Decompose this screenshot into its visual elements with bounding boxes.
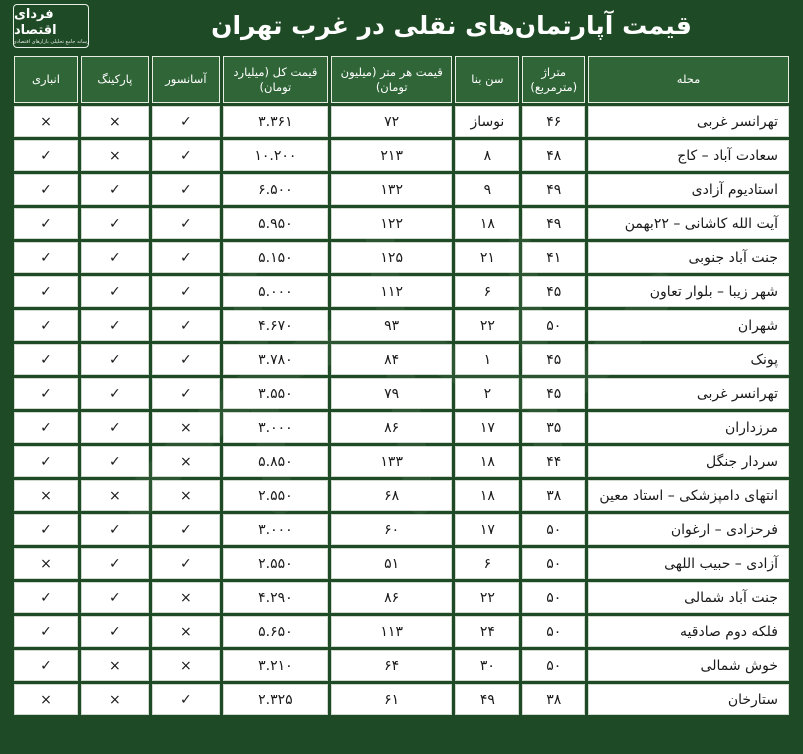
- cell-neighborhood: انتهای دامپزشکی – استاد معین: [588, 480, 789, 511]
- cell-building-age: ۱۸: [455, 446, 519, 477]
- cell-storage: ×: [14, 106, 78, 137]
- cell-price-per-meter: ۵۱: [331, 548, 453, 579]
- apartment-price-table: [11, 53, 792, 718]
- cell-area: ۵۰: [522, 310, 585, 341]
- cell-parking: ✓: [81, 548, 149, 579]
- cell-storage: ✓: [14, 208, 78, 239]
- header-col-parking: پارکینگ: [81, 56, 149, 103]
- cell-total-price: ۳.۰۰۰: [223, 514, 328, 545]
- cell-total-price: ۴.۲۹۰: [223, 582, 328, 613]
- cell-total-price: ۴.۶۷۰: [223, 310, 328, 341]
- cell-parking: ×: [81, 106, 149, 137]
- cell-total-price: ۱۰.۲۰۰: [223, 140, 328, 171]
- cell-price-per-meter: ۷۹: [331, 378, 453, 409]
- table-row: [14, 242, 789, 273]
- cell-area: ۵۰: [522, 548, 585, 579]
- table-row: [14, 582, 789, 613]
- table-row: [14, 616, 789, 647]
- cell-storage: ×: [14, 480, 78, 511]
- cell-total-price: ۲.۳۲۵: [223, 684, 328, 715]
- cell-price-per-meter: ۱۲۵: [331, 242, 453, 273]
- cell-storage: ✓: [14, 616, 78, 647]
- table-row: [14, 174, 789, 205]
- cell-total-price: ۲.۵۵۰: [223, 480, 328, 511]
- cell-parking: ×: [81, 480, 149, 511]
- cell-parking: ✓: [81, 514, 149, 545]
- cell-parking: ✓: [81, 344, 149, 375]
- cell-elevator: ✓: [152, 514, 220, 545]
- table-row: [14, 684, 789, 715]
- cell-total-price: ۳.۲۱۰: [223, 650, 328, 681]
- cell-parking: ✓: [81, 174, 149, 205]
- cell-total-price: ۳.۰۰۰: [223, 412, 328, 443]
- cell-price-per-meter: ۱۱۲: [331, 276, 453, 307]
- header-col-building-age: سن بنا: [455, 56, 519, 103]
- cell-price-per-meter: ۸۶: [331, 412, 453, 443]
- cell-neighborhood: شهر زیبا – بلوار تعاون: [588, 276, 789, 307]
- cell-storage: ✓: [14, 582, 78, 613]
- cell-storage: ✓: [14, 140, 78, 171]
- cell-building-age: ۱: [455, 344, 519, 375]
- cell-elevator: ×: [152, 616, 220, 647]
- cell-elevator: ×: [152, 446, 220, 477]
- cell-storage: ✓: [14, 344, 78, 375]
- table-row: [14, 650, 789, 681]
- cell-neighborhood: سردار جنگل: [588, 446, 789, 477]
- cell-building-age: ۲۱: [455, 242, 519, 273]
- page-title: قیمت آپارتمان‌های نقلی در غرب تهران: [211, 11, 692, 40]
- cell-storage: ✓: [14, 650, 78, 681]
- cell-neighborhood: مرزداران: [588, 412, 789, 443]
- brand-logo: [13, 4, 89, 48]
- cell-parking: ✓: [81, 242, 149, 273]
- cell-storage: ✓: [14, 174, 78, 205]
- cell-neighborhood: آیت الله کاشانی – ۲۲بهمن: [588, 208, 789, 239]
- cell-neighborhood: فرحزادی – ارغوان: [588, 514, 789, 545]
- cell-area: ۵۰: [522, 514, 585, 545]
- cell-neighborhood: خوش شمالی: [588, 650, 789, 681]
- cell-area: ۵۰: [522, 616, 585, 647]
- cell-building-age: ۴۹: [455, 684, 519, 715]
- cell-elevator: ✓: [152, 548, 220, 579]
- cell-price-per-meter: ۸۴: [331, 344, 453, 375]
- cell-total-price: ۵.۱۵۰: [223, 242, 328, 273]
- table-row: [14, 276, 789, 307]
- cell-neighborhood: جنت آباد شمالی: [588, 582, 789, 613]
- cell-total-price: ۳.۳۶۱: [223, 106, 328, 137]
- cell-total-price: ۶.۵۰۰: [223, 174, 328, 205]
- cell-neighborhood: جنت آباد جنوبی: [588, 242, 789, 273]
- cell-area: ۵۰: [522, 582, 585, 613]
- cell-price-per-meter: ۶۰: [331, 514, 453, 545]
- cell-elevator: ×: [152, 480, 220, 511]
- table-row: [14, 412, 789, 443]
- cell-elevator: ✓: [152, 684, 220, 715]
- cell-building-age: ۲: [455, 378, 519, 409]
- cell-neighborhood: استادیوم آزادی: [588, 174, 789, 205]
- cell-storage: ✓: [14, 242, 78, 273]
- cell-neighborhood: شهران: [588, 310, 789, 341]
- cell-neighborhood: سعادت آباد – کاج: [588, 140, 789, 171]
- cell-area: ۴۶: [522, 106, 585, 137]
- table-row: [14, 344, 789, 375]
- cell-parking: ×: [81, 684, 149, 715]
- cell-price-per-meter: ۱۲۲: [331, 208, 453, 239]
- cell-price-per-meter: ۱۳۲: [331, 174, 453, 205]
- table-row: [14, 514, 789, 545]
- cell-parking: ✓: [81, 378, 149, 409]
- cell-building-age: ۳۰: [455, 650, 519, 681]
- cell-parking: ✓: [81, 412, 149, 443]
- cell-price-per-meter: ۶۱: [331, 684, 453, 715]
- cell-building-age: ۱۸: [455, 208, 519, 239]
- cell-total-price: ۳.۵۵۰: [223, 378, 328, 409]
- cell-neighborhood: فلکه دوم صادقیه: [588, 616, 789, 647]
- table-row: [14, 106, 789, 137]
- cell-storage: ✓: [14, 378, 78, 409]
- cell-total-price: ۵.۸۵۰: [223, 446, 328, 477]
- cell-building-age: ۶: [455, 548, 519, 579]
- cell-building-age: ۸: [455, 140, 519, 171]
- cell-price-per-meter: ۱۳۳: [331, 446, 453, 477]
- table-row: [14, 208, 789, 239]
- cell-area: ۴۴: [522, 446, 585, 477]
- header-col-elevator: آسانسور: [152, 56, 220, 103]
- cell-area: ۳۵: [522, 412, 585, 443]
- cell-neighborhood: پونک: [588, 344, 789, 375]
- cell-parking: ✓: [81, 446, 149, 477]
- cell-building-age: ۹: [455, 174, 519, 205]
- cell-elevator: ✓: [152, 378, 220, 409]
- cell-building-age: نوساز: [455, 106, 519, 137]
- header-col-area: متراژ (مترمربع): [522, 56, 585, 103]
- cell-elevator: ✓: [152, 344, 220, 375]
- cell-area: ۵۰: [522, 650, 585, 681]
- table-row: [14, 310, 789, 341]
- cell-price-per-meter: ۱۱۳: [331, 616, 453, 647]
- logo-sub-text: رسانه جامع تحلیلی بازارهای اقتصادی: [12, 38, 90, 45]
- cell-storage: ✓: [14, 446, 78, 477]
- cell-building-age: ۱۷: [455, 514, 519, 545]
- cell-area: ۳۸: [522, 480, 585, 511]
- cell-elevator: ✓: [152, 174, 220, 205]
- cell-storage: ✓: [14, 310, 78, 341]
- cell-price-per-meter: ۲۱۳: [331, 140, 453, 171]
- cell-elevator: ×: [152, 412, 220, 443]
- table-body: [14, 106, 789, 715]
- cell-elevator: ✓: [152, 242, 220, 273]
- cell-parking: ✓: [81, 276, 149, 307]
- cell-elevator: ✓: [152, 310, 220, 341]
- cell-total-price: ۵.۶۵۰: [223, 616, 328, 647]
- cell-elevator: ✓: [152, 208, 220, 239]
- cell-building-age: ۶: [455, 276, 519, 307]
- cell-area: ۴۵: [522, 344, 585, 375]
- cell-price-per-meter: ۹۳: [331, 310, 453, 341]
- cell-area: ۴۵: [522, 276, 585, 307]
- table-row: [14, 480, 789, 511]
- table-header-row: [14, 56, 789, 103]
- header-col-total-price: قیمت کل (میلیارد تومان): [223, 56, 328, 103]
- cell-elevator: ✓: [152, 106, 220, 137]
- cell-price-per-meter: ۸۶: [331, 582, 453, 613]
- cell-price-per-meter: ۶۴: [331, 650, 453, 681]
- header-col-storage: انباری: [14, 56, 78, 103]
- cell-parking: ✓: [81, 208, 149, 239]
- cell-building-age: ۱۷: [455, 412, 519, 443]
- cell-total-price: ۵.۹۵۰: [223, 208, 328, 239]
- cell-storage: ✓: [14, 412, 78, 443]
- cell-total-price: ۳.۷۸۰: [223, 344, 328, 375]
- cell-total-price: ۵.۰۰۰: [223, 276, 328, 307]
- cell-storage: ×: [14, 684, 78, 715]
- cell-price-per-meter: ۷۲: [331, 106, 453, 137]
- cell-building-age: ۲۲: [455, 582, 519, 613]
- cell-neighborhood: تهرانسر غربی: [588, 106, 789, 137]
- cell-storage: ✓: [14, 276, 78, 307]
- cell-price-per-meter: ۶۸: [331, 480, 453, 511]
- cell-parking: ×: [81, 140, 149, 171]
- cell-area: ۴۵: [522, 378, 585, 409]
- cell-neighborhood: آزادی – حبیب اللهی: [588, 548, 789, 579]
- cell-storage: ×: [14, 548, 78, 579]
- cell-parking: ×: [81, 650, 149, 681]
- header-col-price-per-meter: قیمت هر متر (میلیون تومان): [331, 56, 453, 103]
- cell-elevator: ×: [152, 582, 220, 613]
- table-row: [14, 140, 789, 171]
- cell-area: ۴۹: [522, 174, 585, 205]
- cell-building-age: ۲۲: [455, 310, 519, 341]
- cell-building-age: ۲۴: [455, 616, 519, 647]
- table-row: [14, 548, 789, 579]
- cell-elevator: ✓: [152, 140, 220, 171]
- cell-total-price: ۲.۵۵۰: [223, 548, 328, 579]
- cell-neighborhood: تهرانسر غربی: [588, 378, 789, 409]
- cell-parking: ✓: [81, 616, 149, 647]
- cell-neighborhood: ستارخان: [588, 684, 789, 715]
- cell-storage: ✓: [14, 514, 78, 545]
- cell-area: ۳۸: [522, 684, 585, 715]
- cell-elevator: ×: [152, 650, 220, 681]
- cell-parking: ✓: [81, 582, 149, 613]
- cell-area: ۴۸: [522, 140, 585, 171]
- header-col-neighborhood: محله: [588, 56, 789, 103]
- cell-elevator: ✓: [152, 276, 220, 307]
- table-row: [14, 446, 789, 477]
- cell-area: ۴۱: [522, 242, 585, 273]
- cell-parking: ✓: [81, 310, 149, 341]
- logo-main-text: فردای اقتصاد: [14, 6, 57, 38]
- cell-building-age: ۱۸: [455, 480, 519, 511]
- table-row: [14, 378, 789, 409]
- cell-area: ۴۹: [522, 208, 585, 239]
